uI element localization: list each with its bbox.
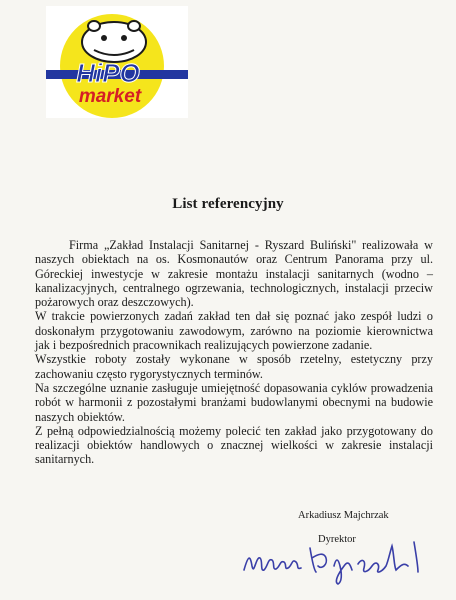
paragraph: Firma „Zakład Instalacji Sanitarnej - Ryszard Buliński" realizowała w naszych obiektach na os. Kosmonautów oraz Centrum Panorama przy ul. Góreckiej inwestycje w zakresie montażu instalacji sanitarnych (wodno – kanalizacyjnych, centralnego ogrzewania, technologicznych, instalacji przeciw pożarowych oraz deszczowych).	[35, 238, 433, 310]
paragraph: Na szczególne uznanie zasługuje umiejętność dopasowania cyklów prowadzenia robót w harmonii z pozostałymi branżami budowlanymi obecnymi na budowie naszych obiektów.	[35, 380, 433, 424]
paragraph: Z pełną odpowiedzialnością możemy polecić ten zakład jako przygotowany do realizacji obiektów handlowych o znacznej wielkości w zakresie instalacji sanitarnych.	[35, 423, 433, 467]
handwritten-signature	[238, 536, 438, 586]
hipo-market-logo	[46, 6, 188, 118]
signatory-name: Arkadiusz Majchrzak	[298, 510, 389, 521]
logo-text-hipo: HiPO	[76, 58, 140, 88]
letter-body	[35, 238, 433, 467]
logo-text-market: market	[78, 86, 142, 107]
signatory-role: Dyrektor	[318, 534, 356, 545]
paragraph: Wszystkie roboty zostały wykonane w sposób rzetelny, estetyczny przy zachowaniu często rygorystycznych terminów.	[35, 352, 433, 381]
letter-title: List referencyjny	[172, 196, 284, 212]
logo-graphic	[46, 6, 188, 118]
hippo-icon	[82, 21, 146, 62]
paragraph: W trakcie powierzonych zadań zakład ten dał się poznać jako zespół ludzi o doskonałym przygotowaniu zawodowym, zarówno na poziomie kierownictwa jak i bezpośrednich pracownikach realizujących powierzone zadanie.	[35, 309, 433, 353]
